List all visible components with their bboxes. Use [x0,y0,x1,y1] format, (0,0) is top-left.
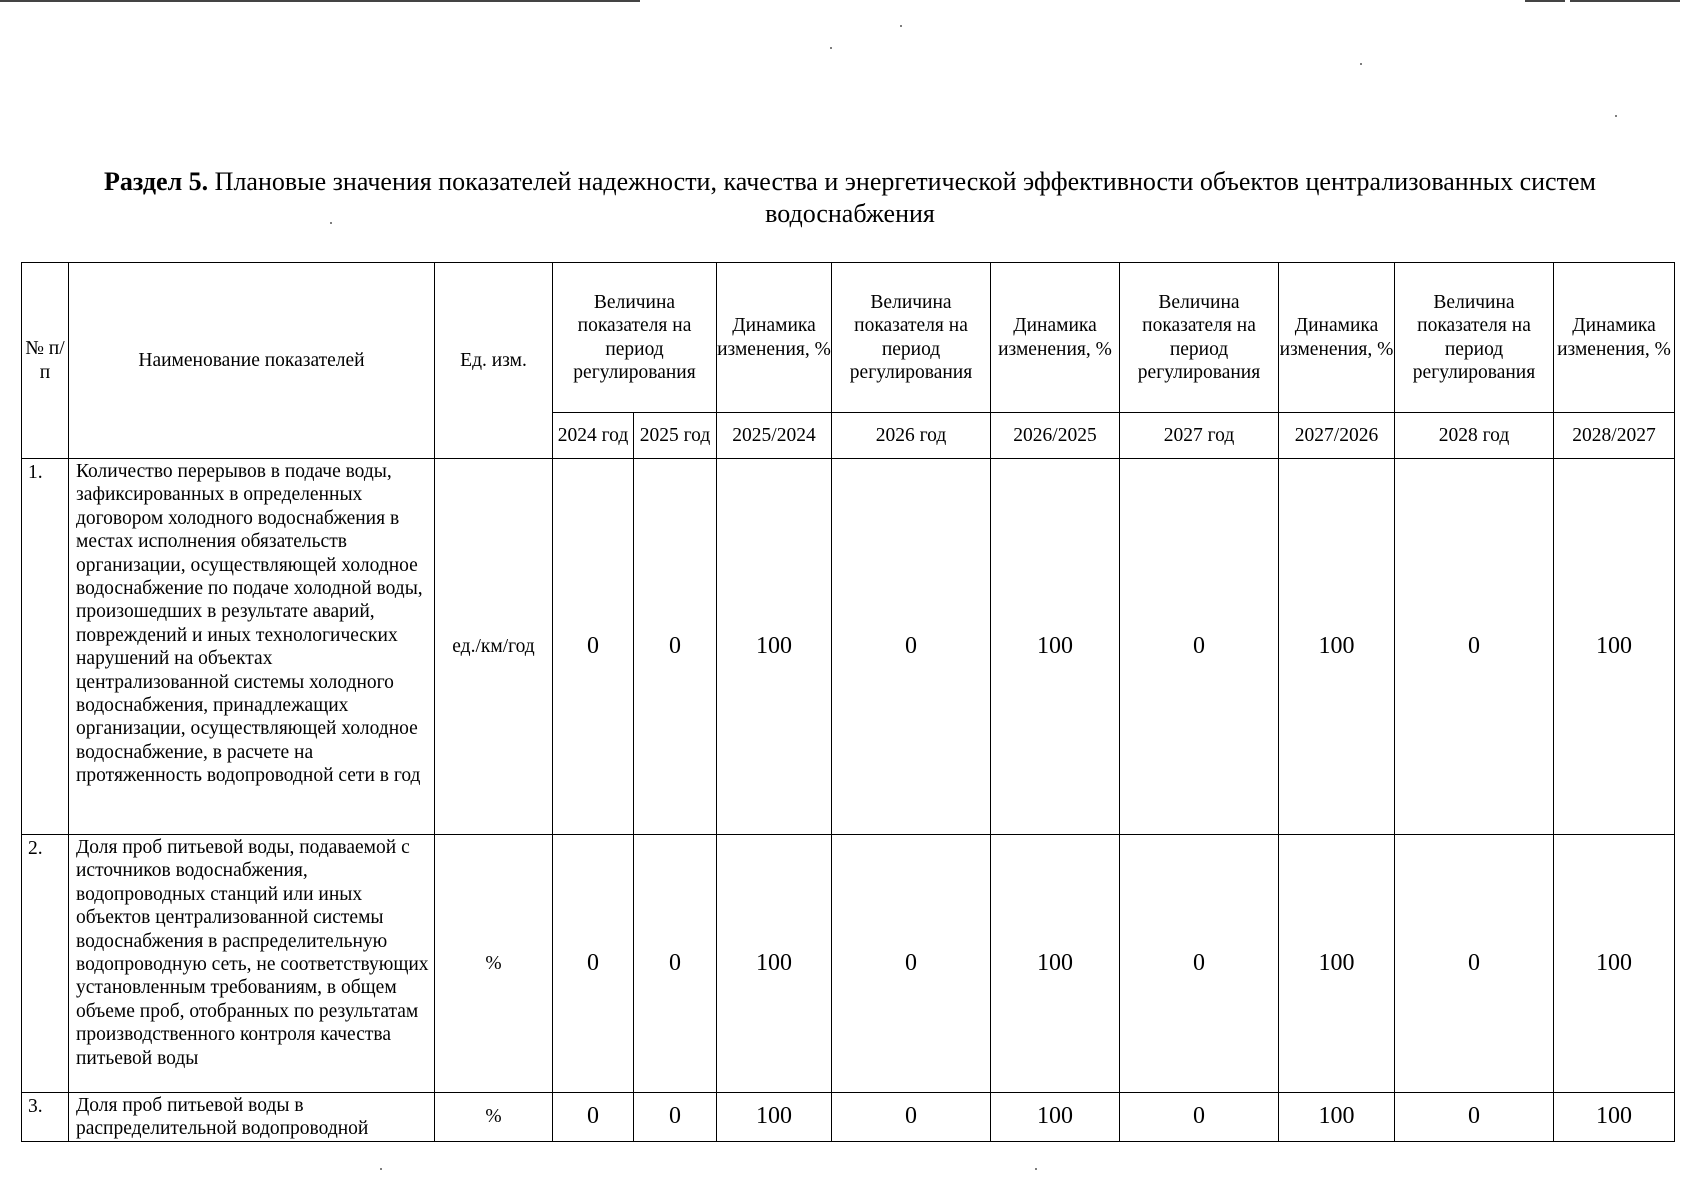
indicators-table [21,262,1675,1142]
value-2024: 0 [553,835,634,1093]
scan-speck [1615,115,1617,117]
value-2026: 0 [832,835,991,1093]
dynamics-2026: 100 [991,459,1120,835]
header-num: № п/п [22,263,69,459]
header-dynamics: Динамика изменения, % [1279,263,1395,413]
dynamics-2025: 100 [717,459,832,835]
header-value-period: Величина показателя на период регулирования [832,263,991,413]
value-2026: 0 [832,459,991,835]
value-2027: 0 [1120,1093,1279,1142]
table-row [22,1093,1675,1142]
unit-cell: ед./км/год [435,459,553,835]
header-value-period: Величина показателя на период регулирования [553,263,717,413]
header-row-top [22,263,1675,413]
scan-speck [830,47,832,49]
value-2028: 0 [1395,459,1554,835]
value-2025: 0 [634,1093,717,1142]
scan-speck [900,25,902,27]
header-dyn-2026: 2026/2025 [991,413,1120,459]
value-2027: 0 [1120,459,1279,835]
scan-speck [1360,63,1362,65]
value-2024: 0 [553,459,634,835]
scan-speck [380,1168,382,1170]
dynamics-2026: 100 [991,835,1120,1093]
scan-speck [330,222,332,224]
table-row [22,835,1675,1093]
dynamics-2025: 100 [717,835,832,1093]
dynamics-2028: 100 [1554,459,1675,835]
unit-cell: % [435,1093,553,1142]
header-name: Наименование показателей [69,263,435,459]
value-2025: 0 [634,459,717,835]
row-number: 1. [22,459,69,835]
header-dyn-2028: 2028/2027 [1554,413,1675,459]
dynamics-2027: 100 [1279,459,1395,835]
value-2028: 0 [1395,1093,1554,1142]
value-2027: 0 [1120,835,1279,1093]
header-year-2028: 2028 год [1395,413,1554,459]
dynamics-2026: 100 [991,1093,1120,1142]
header-dynamics: Динамика изменения, % [991,263,1120,413]
indicator-name: Доля проб питьевой воды в распределительной водопроводной [69,1093,435,1142]
indicator-name: Количество перерывов в подаче воды, зафиксированных в определенных договором холодного водоснабжения в местах исполнения обязательств организации, осуществляющей холодное водоснабжение по подаче холодной воды, произошедших в результате аварий, повреждений и иных технологических нарушений на объектах централизованной системы холодного водоснабжения, принадлежащих организации, осуществляющей холодное водоснабжение, в расчете на протяженность водопроводной сети в год [69,459,435,835]
unit-cell: % [435,835,553,1093]
header-dyn-2027: 2027/2026 [1279,413,1395,459]
header-year-2025: 2025 год [634,413,717,459]
header-year-2027: 2027 год [1120,413,1279,459]
dynamics-2028: 100 [1554,835,1675,1093]
dynamics-2027: 100 [1279,835,1395,1093]
value-2028: 0 [1395,835,1554,1093]
top-edge-rule [1525,0,1565,2]
header-dynamics: Динамика изменения, % [1554,263,1675,413]
dynamics-2025: 100 [717,1093,832,1142]
section-title [40,166,1660,230]
dynamics-2027: 100 [1279,1093,1395,1142]
header-unit: Ед. изм. [435,263,553,459]
value-2026: 0 [832,1093,991,1142]
header-dyn-2025: 2025/2024 [717,413,832,459]
indicator-name: Доля проб питьевой воды, подаваемой с источников водоснабжения, водопроводных станций или иных объектов централизованной системы водоснабжения в распределительную водопроводную сеть, не соответствующих установленным требованиям, в общем объеме проб, отобранных по результатам производственного контроля качества питьевой воды [69,835,435,1093]
value-2024: 0 [553,1093,634,1142]
table-row [22,459,1675,835]
header-year-2026: 2026 год [832,413,991,459]
scan-speck [1035,1168,1037,1170]
header-dynamics: Динамика изменения, % [717,263,832,413]
section-title-number: Раздел 5. [104,167,209,196]
row-number: 3. [22,1093,69,1142]
top-edge-rule [0,0,640,2]
top-edge-rule [1570,0,1680,2]
dynamics-2028: 100 [1554,1093,1675,1142]
row-number: 2. [22,835,69,1093]
header-value-period: Величина показателя на период регулирования [1395,263,1554,413]
header-value-period: Величина показателя на период регулирования [1120,263,1279,413]
header-year-2024: 2024 год [553,413,634,459]
value-2025: 0 [634,835,717,1093]
section-title-text: Плановые значения показателей надежности, качества и энергетической эффективности объектов централизованных систем водоснабжения [214,167,1596,228]
